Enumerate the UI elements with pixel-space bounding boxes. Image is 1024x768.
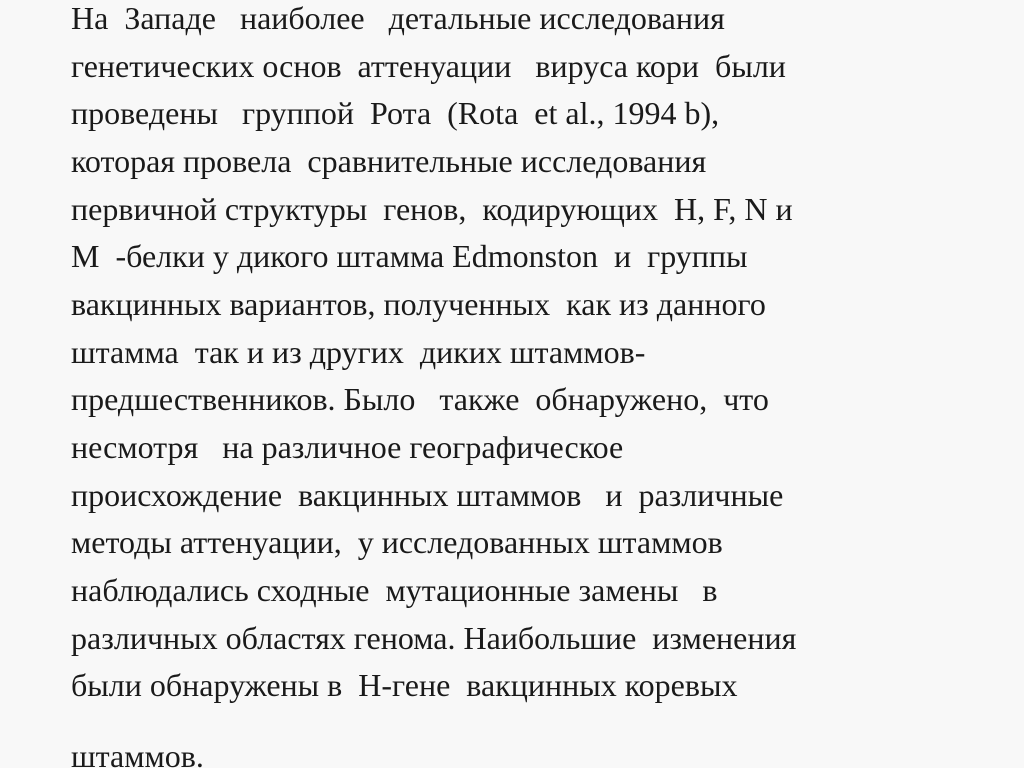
paragraph-line: методы аттенуации, у исследованных штаммов bbox=[71, 524, 723, 560]
paragraph-line: которая провела сравнительные исследования bbox=[71, 143, 707, 179]
paragraph-line: первичной структуры генов, кодирующих H, F, N и bbox=[71, 191, 793, 227]
paragraph-line: вакцинных вариантов, полученных как из данного bbox=[71, 286, 766, 322]
paragraph-line: На Западе наиболее детальные исследования bbox=[71, 0, 725, 36]
paragraph-line: M -белки у дикого штамма Edmonston и группы bbox=[71, 238, 748, 274]
paragraph-line: происхождение вакцинных штаммов и различные bbox=[71, 477, 784, 513]
paragraph-line: были обнаружены в Н-гене вакцинных коревых bbox=[71, 667, 738, 703]
paragraph-line: проведены группой Рота (Rota et al., 1994 b), bbox=[71, 95, 720, 131]
paragraph-line: генетических основ аттенуации вируса кори были bbox=[71, 48, 786, 84]
paragraph-line: предшественников. Было также обнаружено, что bbox=[71, 381, 769, 417]
paragraph-line: штамма так и из других диких штаммов- bbox=[71, 334, 646, 370]
paragraph-line: различных областях генома. Наибольшие изменения bbox=[71, 620, 797, 656]
paragraph-line: несмотря на различное географическое bbox=[71, 429, 624, 465]
paragraph-line: наблюдались сходные мутационные замены в bbox=[71, 572, 718, 608]
paragraph-line: штаммов. bbox=[71, 738, 204, 768]
